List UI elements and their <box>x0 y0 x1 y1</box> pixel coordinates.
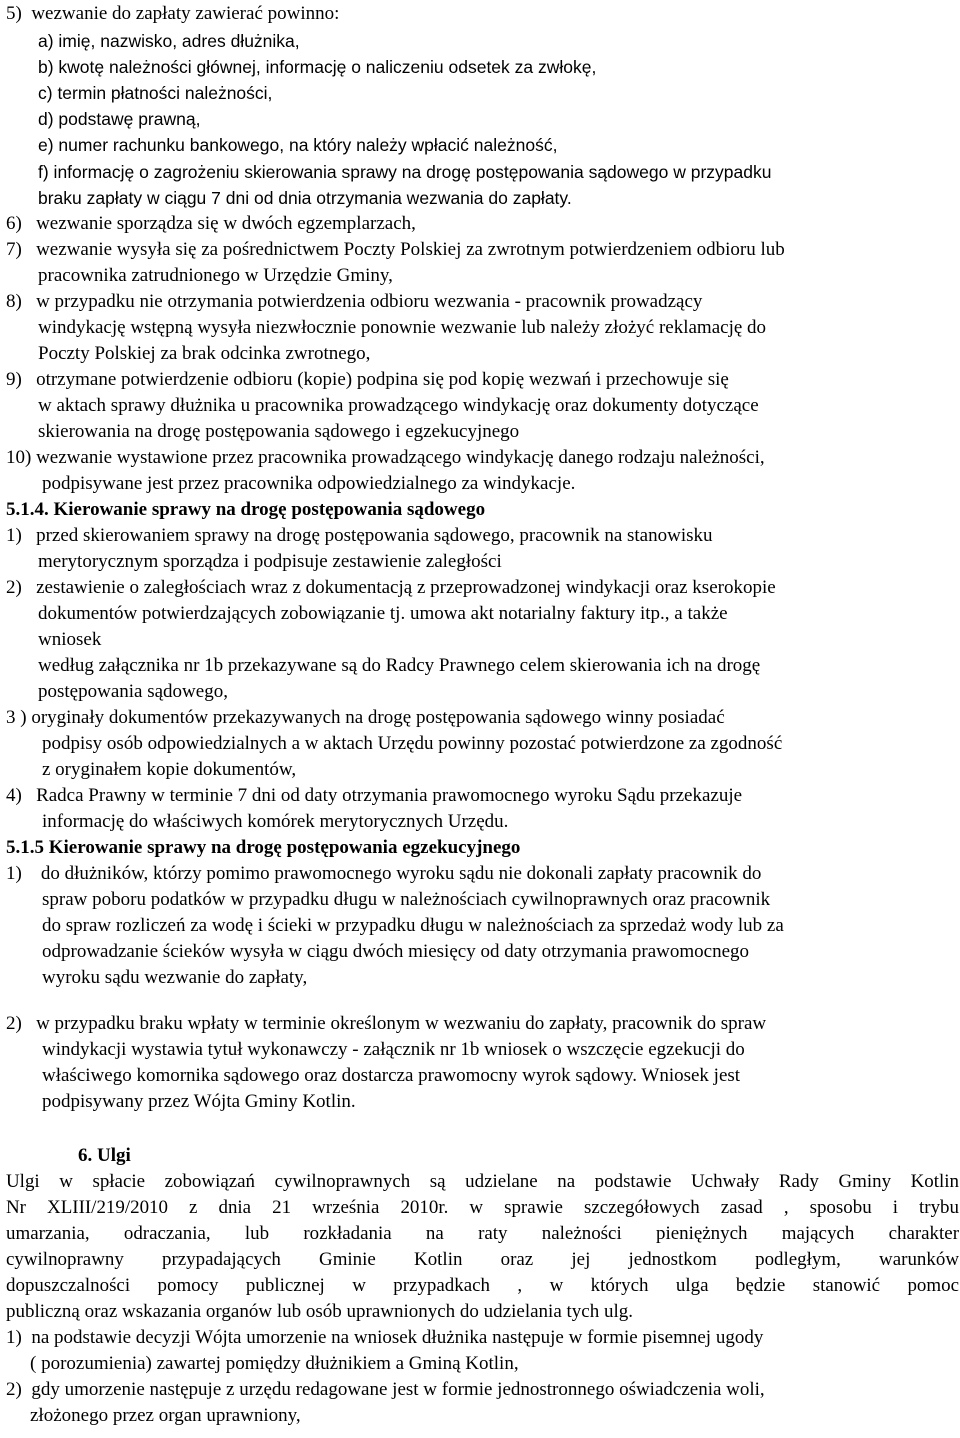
court-item-2-cont-3: według załącznika nr 1b przekazywane są do Radcy Prawnego celem skierowania ich na drogę <box>38 655 761 676</box>
list-item-9: 9) otrzymane potwierdzenie odbioru (kopie) podpina się pod kopię wezwań i przechowuje się <box>6 369 729 390</box>
section-heading-5-1-4: 5.1.4. Kierowanie sprawy na drogę postępowania sądowego <box>6 499 486 520</box>
court-item-1-cont: merytorycznym sporządza i podpisuje zestawienie zaległości <box>38 551 502 572</box>
sub-item-b: b) kwotę należności głównej, informację o naliczeniu odsetek za zwłokę, <box>38 57 597 77</box>
sub-item-e: e) numer rachunku bankowego, na który należy wpłacić należność, <box>38 135 558 155</box>
court-item-4-cont: informację do właściwych komórek merytorycznych Urzędu. <box>42 811 509 832</box>
list-item-8-cont-1: windykację wstępną wysyła niezwłocznie ponownie wezwanie lub należy złożyć reklamację do <box>38 317 767 338</box>
ulgi-item-1-cont: ( porozumienia) zawartej pomiędzy dłużnikiem a Gminą Kotlin, <box>30 1353 519 1374</box>
section-heading-5-1-5: 5.1.5 Kierowanie sprawy na drogę postępowania egzekucyjnego <box>6 837 521 858</box>
list-item-7: 7) wezwanie wysyła się za pośrednictwem Poczty Polskiej za zwrotnym potwierdzeniem odbioru lub <box>6 239 785 260</box>
ulgi-paragraph-line-1: Ulgi w spłacie zobowiązań cywilnoprawnych są udzielane na podstawie Uchwały Rady Gminy Kotlin <box>6 1171 959 1192</box>
sub-item-f-cont: braku zapłaty w ciągu 7 dni od dnia otrzymania wezwania do zapłaty. <box>38 188 572 208</box>
enforcement-item-1-cont-2: do spraw rozliczeń za wodę i ścieki w przypadku długu w należnościach za sprzedaż wody lub za <box>42 915 784 936</box>
court-item-2: 2) zestawienie o zaległościach wraz z dokumentacją z przeprowadzonej windykacji oraz kserokopie <box>6 577 776 598</box>
sub-item-f: f) informację o zagrożeniu skierowania sprawy na drogę postępowania sądowego w przypadku <box>38 162 772 182</box>
court-item-3-cont-1: podpisy osób odpowiedzialnych a w aktach Urzędu powinny pozostać potwierdzone za zgodność <box>42 733 783 754</box>
ulgi-paragraph-line-6: publiczną oraz wskazania organów lub osób uprawnionych do udzielania tych ulg. <box>6 1301 633 1322</box>
enforcement-item-2-cont-1: windykacji wystawia tytuł wykonawczy - załącznik nr 1b wniosek o wszczęcie egzekucji do <box>42 1039 745 1060</box>
ulgi-item-2: 2) gdy umorzenie następuje z urzędu redagowane jest w formie jednostronnego oświadczenia woli, <box>6 1379 765 1400</box>
court-item-2-cont-4: postępowania sądowego, <box>38 681 228 702</box>
enforcement-item-2: 2) w przypadku braku wpłaty w terminie określonym w wezwaniu do zapłaty, pracownik do spraw <box>6 1013 767 1034</box>
sub-item-c: c) termin płatności należności, <box>38 83 273 103</box>
ulgi-item-2-cont: złożonego przez organ uprawniony, <box>30 1405 301 1426</box>
court-item-2-cont-2: wniosek <box>38 629 102 650</box>
court-item-3: 3 ) oryginały dokumentów przekazywanych na drogę postępowania sądowego winny posiadać <box>6 707 725 728</box>
list-item-10-cont: podpisywane jest przez pracownika odpowiedzialnego za windykacje. <box>42 473 576 494</box>
enforcement-item-2-cont-3: podpisywany przez Wójta Gminy Kotlin. <box>42 1091 356 1112</box>
list-item-8-cont-2: Poczty Polskiej za brak odcinka zwrotnego, <box>38 343 371 364</box>
court-item-1: 1) przed skierowaniem sprawy na drogę postępowania sądowego, pracownik na stanowisku <box>6 525 713 546</box>
ulgi-paragraph-line-5: dopuszczalności pomocy publicznej w przypadkach , w których ulga będzie stanowić pomoc <box>6 1275 959 1296</box>
list-item-6: 6) wezwanie sporządza się w dwóch egzemplarzach, <box>6 213 416 234</box>
ulgi-paragraph-line-4: cywilnoprawny przypadających Gminie Kotlin oraz jej jednostkom podległym, warunków <box>6 1249 959 1270</box>
court-item-2-cont-1: dokumentów potwierdzających zobowiązanie tj. umowa akt notarialny faktury itp., a także <box>38 603 728 624</box>
list-item-8: 8) w przypadku nie otrzymania potwierdzenia odbioru wezwania - pracownik prowadzący <box>6 291 703 312</box>
enforcement-item-1-cont-1: spraw poboru podatków w przypadku długu w należnościach cywilnoprawnych oraz pracownik <box>42 889 771 910</box>
ulgi-paragraph-line-3: umarzania, odraczania, lub rozkładania na raty należności pieniężnych mających charakter <box>6 1223 959 1244</box>
list-item-9-cont-2: skierowania na drogę postępowania sądowego i egzekucyjnego <box>38 421 520 442</box>
court-item-4: 4) Radca Prawny w terminie 7 dni od daty otrzymania prawomocnego wyroku Sądu przekazuje <box>6 785 743 806</box>
enforcement-item-1-cont-3: odprowadzanie ścieków wysyła w ciągu dwóch miesięcy od daty otrzymania prawomocnego <box>42 941 749 962</box>
list-item-10: 10) wezwanie wystawione przez pracownika prowadzącego windykację danego rodzaju należności, <box>6 447 765 468</box>
list-item-7-cont: pracownika zatrudnionego w Urzędzie Gminy, <box>38 265 393 286</box>
enforcement-item-1-cont-4: wyroku sądu wezwanie do zapłaty, <box>42 967 308 988</box>
list-item-9-cont-1: w aktach sprawy dłużnika u pracownika prowadzącego windykację oraz dokumenty dotyczące <box>38 395 759 416</box>
sub-item-a: a) imię, nazwisko, adres dłużnika, <box>38 31 300 51</box>
ulgi-paragraph-line-2: Nr XLIII/219/2010 z dnia 21 września 2010r. w sprawie szczegółowych zasad , sposobu i trybu <box>6 1197 959 1218</box>
section-heading-6: 6. Ulgi <box>78 1145 131 1166</box>
list-item-5: 5) wezwanie do zapłaty zawierać powinno: <box>6 3 340 24</box>
court-item-3-cont-2: z oryginałem kopie dokumentów, <box>42 759 297 780</box>
ulgi-item-1: 1) na podstawie decyzji Wójta umorzenie na wniosek dłużnika następuje w formie pisemnej ugody <box>6 1327 764 1348</box>
sub-item-d: d) podstawę prawną, <box>38 109 201 129</box>
enforcement-item-1: 1) do dłużników, którzy pomimo prawomocnego wyroku sądu nie dokonali zapłaty pracownik do <box>6 863 762 884</box>
enforcement-item-2-cont-2: właściwego komornika sądowego oraz dostarcza prawomocny wyrok sądowy. Wniosek jest <box>42 1065 741 1086</box>
